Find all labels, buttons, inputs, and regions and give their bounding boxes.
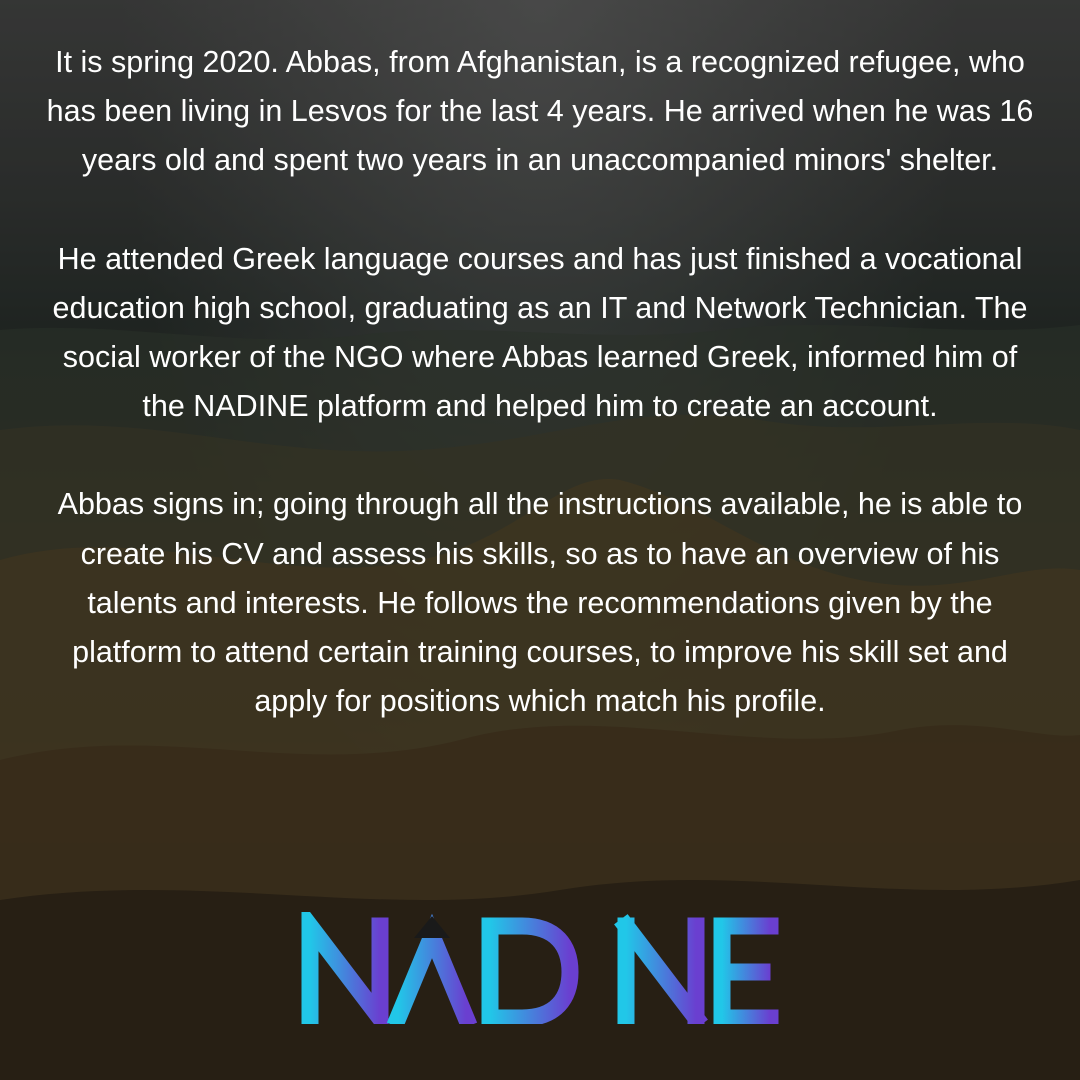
story-paragraph-1: It is spring 2020. Abbas, from Afghanistan, is a recognized refugee, who has been living in Lesvos for the last 4 years. He arrived when he was 16 years old and spent two years in an unaccompanied minors' shelter. (46, 45, 1034, 178)
story-paragraph-2: He attended Greek language courses and has just finished a vocational education high school, graduating as an IT and Network Technician. The social worker of the NGO where Abbas learned Greek, informed him of the NADINE platform and helped him to create an account. (52, 241, 1028, 424)
story-text (40, 38, 1040, 726)
nadine-logo (300, 912, 780, 1024)
story-paragraph-3: Abbas signs in; going through all the instructions available, he is able to create his CV and assess his skills, so as to have an overview of his talents and interests. He follows the recommendations given by the platform to attend certain training courses, to improve his skill set and apply for positions which match his profile. (57, 487, 1023, 719)
